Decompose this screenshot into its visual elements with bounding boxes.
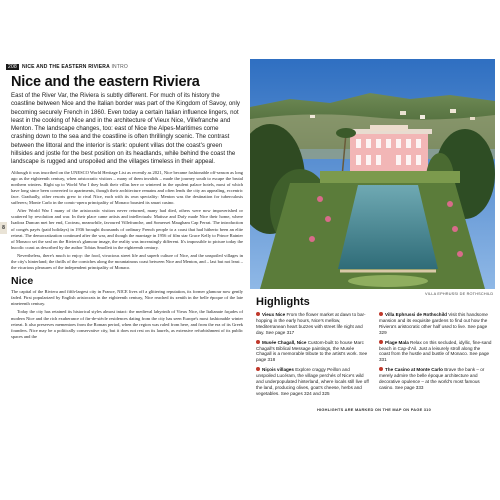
highlight-text: Custom-built to house Marc Chagall's Biblical Message paintings, the Musée Chagall is a memorable tribute to the artist's work. See page 318: [256, 339, 368, 363]
map-marker-icon: [256, 312, 260, 316]
highlight-text: Explore craggy Peillon and unspoiled Lucéram, the village perchés of Nice's wild and underpopulated hinterland, where locals still live off the land, producing olives, goat's cheese, herbs and vegetables. See pages 324 and 325: [256, 367, 369, 396]
map-marker-icon: [256, 340, 260, 344]
map-marker-icon: [379, 312, 383, 316]
map-marker-icon: [379, 367, 383, 371]
highlight-item: [379, 340, 492, 364]
highlight-item: [379, 367, 492, 397]
highlight-text: Brave the bank – or merely admire the belle époque architecture and decorative opulence – at the world's most famous casino. See page 333: [379, 367, 485, 390]
section-paragraph: The capital of the Riviera and fifth-largest city in France, NICE lives off a glittering reputation, its former glamour now gently faded. First popularized by English aristocrats in the eighteenth century, Nice reached its zenith in the belle époque of the late nineteenth century.: [11, 289, 243, 307]
highlight-name: Villa Ephrussi de Rothschild: [385, 312, 447, 317]
highlight-name: Vieux Nice: [262, 312, 286, 317]
body-paragraph: After World War I many of the aristocratic visitors never returned, many had died, others were now impoverished or scattered by revolution and war. In their place came artists and intellectuals: Matisse and Dufy made Nice their home, where Isadora Duncan met her end, Cocteau, meanwhile, favoured Villefranche, and Somerset Maugham Cap Ferrat. The introduction of congés payés (paid holidays) in 1936 brought thousands of ordinary French people to a coast that had hitherto been an elite retreat. The democratization continued after the war, and though the marriage in 1956 of film star Grace Kelly to Prince Rainier of Monaco set the seal on the Riviera's glamour image, the reality was increasingly different. It's impossible to picture today the bucolic coast as described by the author Tobias Smollett in the eighteenth century.: [11, 208, 243, 250]
highlight-text: From the flower market at dawn to bar-hopping in the early hours, Nice's mellow, Mediterranean heart buzzes with street life night and day. See page 317: [256, 312, 366, 335]
chapter-title: Nice and the eastern Riviera: [11, 74, 200, 90]
highlight-item: [256, 312, 369, 336]
highlight-item: [256, 340, 369, 364]
body-paragraph: Although it was inscribed on the UNESCO World Heritage List as recently as 2021, Nice became fashionable off-season as long ago as the eighteenth century, when aristocratic visitors – many of them invalids – made the journey south to escape the brutal northern winters. Right up to World War I they built their villas here or wintered in the opulent palace hotels, most of which have long since been converted to apartments, though their architecture remains and often lends the city an appealing, eccentric face. Gradually, other resorts grew to rival Nice, each with its own speciality: Menton was the destination for tuberculosis sufferers; Monte Carlo in the comic-opera principality of Monaco boasted its smart casino.: [11, 169, 243, 206]
highlight-name: The Casino at Monte Carlo: [385, 367, 443, 373]
highlights-box: [256, 296, 492, 412]
page-number: 208: [8, 64, 17, 70]
highlight-item: [379, 312, 492, 336]
section-paragraph: Today the city has retained its historical styles almost intact: the medieval labyrinth of Vieux Nice, the Italianate façades of modern Nice and the rich exuberance of fin-de-siècle residences dating from the city has seen Europe's most fashionable winter retreat. It also preserves mementoes from the Roman period, when the region was ruled from here, and from the era of its Greek founders. Nice may be a politically conservative city, but it does not rest on its laurels, as extensive refurbishment of its public spaces and the: [11, 309, 243, 339]
map-marker-icon: [256, 367, 260, 371]
highlights-heading: Highlights: [256, 296, 310, 308]
highlight-name: Musée Chagall, Nice: [262, 339, 307, 345]
running-head-subsection: INTRO: [111, 64, 129, 70]
photo-caption: VILLA EPHRUSSI DE ROTHSCHILD: [425, 292, 494, 296]
running-head-section: NICE AND THE EASTERN RIVIERA: [21, 64, 110, 70]
main-text-column: [11, 74, 243, 342]
highlight-item: [256, 367, 369, 397]
highlight-name: Niçois villages: [262, 367, 294, 373]
map-marker-icon: [379, 340, 383, 344]
body-paragraph: Nevertheless, there's much to enjoy: the food, vivacious street life and superb culture of Nice, and the unspoiled villages in the city's hinterland; the thrills of the corniches along the mountainous coast between Nice and Menton, and – last but not least – the vicarious pleasures of the independent principality of Monaco.: [11, 252, 243, 271]
section-heading: Nice: [11, 275, 34, 288]
chapter-tab: 8: [0, 222, 7, 234]
highlights-footnote: HIGHLIGHTS ARE MARKED ON THE MAP ON PAGE 310: [316, 406, 432, 412]
highlight-name: Plage Mala: [385, 339, 409, 345]
highlights-grid: [256, 312, 492, 397]
highlight-text: Relax on this secluded, idyllic, fine-sand beach in Cap-d'Ail. Just a leisurely stroll along the coast from the hustle and bustle of Monaco. See page 331: [379, 339, 492, 363]
intro-paragraph: East of the River Var, the Riviera is subtly different. For much of its history the coastline between Nice and the Italian border was part of the Kingdom of Savoy, only becoming securely French in 1860. Even today a certain Italian influence lingers, not least in the cooking of Nice and in the architecture of Vieux Nice, Villefranche and Menton. The landscape changes, too: east of Nice the Alpes-Maritimes come crashing down to the sea and the coastline is often thrillingly scenic. The contrast between the littoral and the interior is stark: opulent villas dot the coast's green hillsides and jostle for the best position on its headlands, while behind the coast the landscape is rugged and unspoiled and the villages timeless in their appeal.: [11, 92, 240, 166]
villa-photo: [250, 59, 495, 289]
running-head: [6, 64, 128, 70]
highlight-text: Visit this handsome mansion and its exquisite gardens to find out how the Riviera's aristocratic other half used to live. See page 329: [379, 312, 488, 335]
